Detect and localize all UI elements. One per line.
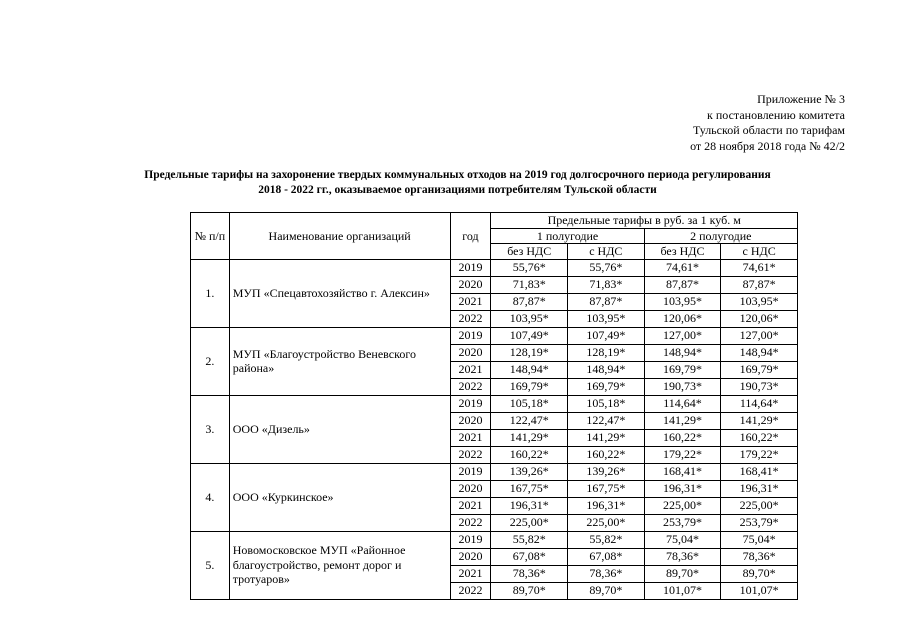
tariff-cell: 169,79* [644,361,721,378]
tariff-cell: 87,87* [568,293,645,310]
tariff-cell: 67,08* [568,548,645,565]
tariff-cell: 169,79* [491,378,568,395]
year-cell: 2020 [450,480,491,497]
org-name: ООО «Куркинское» [229,463,450,531]
org-number: 3. [191,395,230,463]
header-with-vat: с НДС [568,244,645,260]
year-cell: 2019 [450,259,491,276]
tariff-cell: 190,73* [644,378,721,395]
year-cell: 2021 [450,293,491,310]
tariff-cell: 87,87* [644,276,721,293]
tariff-cell: 74,61* [721,259,798,276]
tariff-cell: 103,95* [644,293,721,310]
year-cell: 2020 [450,276,491,293]
tariff-cell: 103,95* [568,310,645,327]
tariff-cell: 71,83* [491,276,568,293]
year-cell: 2019 [450,327,491,344]
org-number: 4. [191,463,230,531]
year-cell: 2021 [450,429,491,446]
tariff-cell: 225,00* [644,497,721,514]
table-row [191,327,798,344]
org-number: 5. [191,531,230,599]
tariff-cell: 225,00* [721,497,798,514]
year-cell: 2022 [450,310,491,327]
tariff-cell: 74,61* [644,259,721,276]
title-line-1: Предельные тарифы на захоронение твердых коммунальных отходов на 2019 год долгосрочного периода регулирования [144,169,771,181]
tariff-cell: 75,04* [644,531,721,548]
year-cell: 2020 [450,412,491,429]
year-cell: 2022 [450,582,491,599]
tariff-cell: 67,08* [491,548,568,565]
header-with-vat: с НДС [721,244,798,260]
tariff-cell: 78,36* [491,565,568,582]
tariff-cell: 105,18* [568,395,645,412]
tariff-cell: 179,22* [644,446,721,463]
org-name: ООО «Дизель» [229,395,450,463]
table-row [191,395,798,412]
tariff-cell: 78,36* [568,565,645,582]
tariff-cell: 168,41* [644,463,721,480]
header-tariffs: Предельные тарифы в руб. за 1 куб. м [491,213,798,229]
year-cell: 2022 [450,378,491,395]
org-name: Новомосковское МУП «Районное благоустройство, ремонт дорог и тротуаров» [229,531,450,599]
tariff-cell: 196,31* [721,480,798,497]
tariff-cell: 89,70* [721,565,798,582]
year-cell: 2021 [450,361,491,378]
tariff-cell: 179,22* [721,446,798,463]
tariff-cell: 141,29* [568,429,645,446]
tariff-cell: 128,19* [568,344,645,361]
tariff-cell: 253,79* [644,514,721,531]
year-cell: 2022 [450,514,491,531]
tariff-cell: 120,06* [721,310,798,327]
tariff-cell: 196,31* [644,480,721,497]
table-row [191,531,798,548]
header-no-vat: без НДС [491,244,568,260]
tariff-cell: 148,94* [568,361,645,378]
tariff-cell: 196,31* [568,497,645,514]
tariff-cell: 169,79* [568,378,645,395]
year-cell: 2020 [450,548,491,565]
tariff-cell: 148,94* [644,344,721,361]
tariff-cell: 89,70* [491,582,568,599]
table-body [191,259,798,599]
tariff-cell: 55,76* [491,259,568,276]
org-number: 1. [191,259,230,327]
tariff-cell: 139,26* [491,463,568,480]
tariff-cell: 148,94* [721,344,798,361]
tariff-cell: 75,04* [721,531,798,548]
year-cell: 2019 [450,463,491,480]
tariff-cell: 168,41* [721,463,798,480]
year-cell: 2021 [450,565,491,582]
table-header [191,213,798,260]
tariff-cell: 114,64* [721,395,798,412]
org-name: МУП «Благоустройство Веневского района» [229,327,450,395]
tariff-cell: 103,95* [721,293,798,310]
year-cell: 2019 [450,395,491,412]
tariff-cell: 89,70* [568,582,645,599]
tariff-cell: 127,00* [721,327,798,344]
tariff-cell: 55,76* [568,259,645,276]
year-cell: 2020 [450,344,491,361]
tariff-cell: 160,22* [568,446,645,463]
tariff-cell: 107,49* [491,327,568,344]
tariff-cell: 122,47* [568,412,645,429]
tariff-cell: 141,29* [721,412,798,429]
document-title [90,168,825,197]
tariff-cell: 160,22* [644,429,721,446]
org-name: МУП «Спецавтохозяйство г. Алексин» [229,259,450,327]
tariff-cell: 114,64* [644,395,721,412]
tariff-cell: 87,87* [491,293,568,310]
tariff-cell: 105,18* [491,395,568,412]
tariff-cell: 101,07* [721,582,798,599]
appendix-line: Приложение № 3 [757,92,845,106]
title-line-2: 2018 - 2022 гг., оказываемое организациями потребителям Тульской области [258,183,657,196]
header-no-vat: без НДС [644,244,721,260]
appendix-line: к постановлению комитета [707,107,845,122]
tariff-cell: 127,00* [644,327,721,344]
header-year: год [450,213,491,260]
tariff-cell: 101,07* [644,582,721,599]
tariff-cell: 160,22* [721,429,798,446]
appendix-line: от 28 ноября 2018 года № 42/2 [690,138,845,153]
header-name: Наименование организаций [229,213,450,260]
tariff-cell: 253,79* [721,514,798,531]
tariff-cell: 103,95* [491,310,568,327]
tariff-cell: 55,82* [491,531,568,548]
tariff-cell: 196,31* [491,497,568,514]
tariff-cell: 78,36* [644,548,721,565]
tariff-cell: 169,79* [721,361,798,378]
year-cell: 2022 [450,446,491,463]
tariff-cell: 107,49* [568,327,645,344]
table-row [191,259,798,276]
tariff-cell: 141,29* [491,429,568,446]
header-half-1: 1 полугодие [491,228,644,244]
tariff-cell: 167,75* [491,480,568,497]
tariff-cell: 89,70* [644,565,721,582]
tariff-cell: 190,73* [721,378,798,395]
tariff-cell: 122,47* [491,412,568,429]
tariffs-table [190,212,798,600]
appendix-line: Тульской области по тарифам [692,123,845,137]
tariff-cell: 87,87* [721,276,798,293]
header-num: № п/п [191,213,230,260]
tariff-cell: 128,19* [491,344,568,361]
tariff-cell: 78,36* [721,548,798,565]
table-row [191,463,798,480]
tariff-cell: 225,00* [491,514,568,531]
org-number: 2. [191,327,230,395]
tariff-cell: 167,75* [568,480,645,497]
appendix-block [690,92,845,154]
year-cell: 2019 [450,531,491,548]
tariff-cell: 120,06* [644,310,721,327]
tariff-cell: 55,82* [568,531,645,548]
tariff-cell: 160,22* [491,446,568,463]
tariff-cell: 141,29* [644,412,721,429]
tariff-cell: 225,00* [568,514,645,531]
tariff-cell: 148,94* [491,361,568,378]
tariff-cell: 71,83* [568,276,645,293]
tariff-cell: 139,26* [568,463,645,480]
header-half-2: 2 полугодие [644,228,797,244]
year-cell: 2021 [450,497,491,514]
